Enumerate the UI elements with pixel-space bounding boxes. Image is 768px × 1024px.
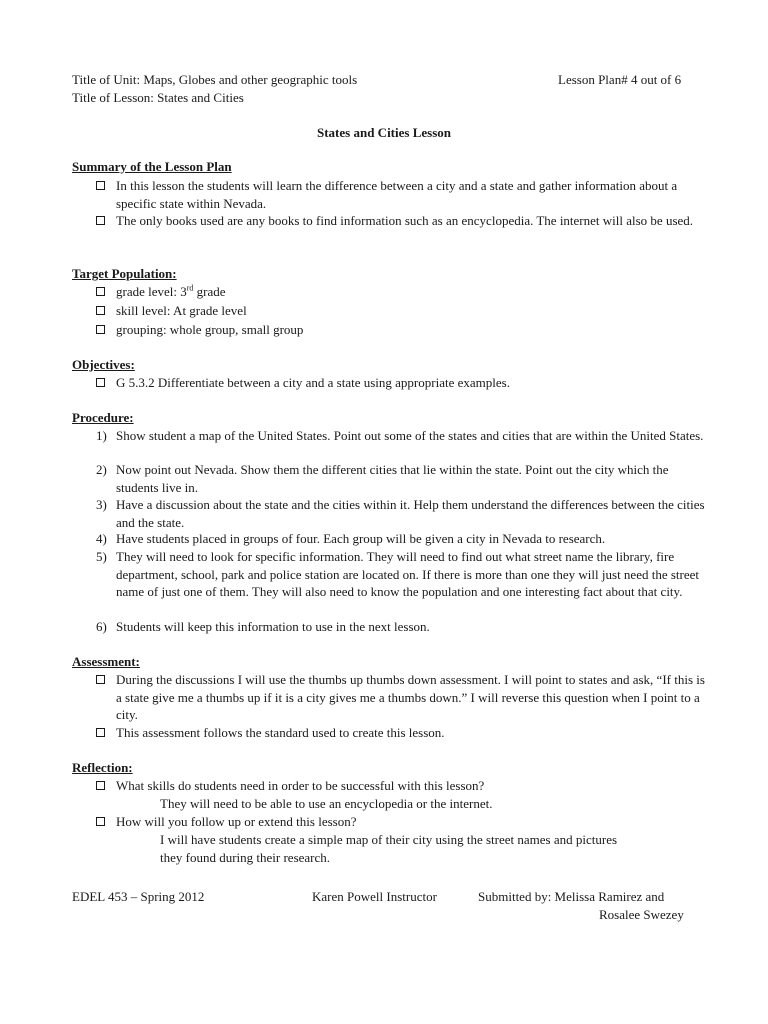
- procedure-step: 6) Students will keep this information to use in the next lesson.: [96, 619, 430, 634]
- reflection-answer: they found during their research.: [160, 850, 331, 865]
- checkbox-icon: [96, 302, 114, 320]
- target-item-grouping: grouping: whole group, small group: [96, 321, 706, 339]
- assessment-item: During the discussions I will use the thumbs up thumbs down assessment. I will point to states and ask, “If this is a state give me a thumbs up if it is a city gives me a thumbs down.” I will reverse this question when I point to a city.: [96, 671, 706, 724]
- summary-item: The only books used are any books to find information such as an encyclopedia. The internet will also be used.: [96, 212, 706, 230]
- document-title: States and Cities Lesson: [317, 125, 451, 140]
- procedure-heading: Procedure:: [72, 410, 134, 425]
- footer-submitted-by: Submitted by: Melissa Ramirez and: [478, 889, 665, 904]
- checkbox-icon: [96, 777, 114, 795]
- objective-item: G 5.3.2 Differentiate between a city and a state using appropriate examples.: [96, 374, 706, 392]
- reflection-heading: Reflection:: [72, 760, 133, 775]
- checkbox-icon: [96, 212, 114, 230]
- summary-heading: Summary of the Lesson Plan: [72, 159, 232, 174]
- target-item-skill: skill level: At grade level: [96, 302, 706, 320]
- procedure-step: 3) Have a discussion about the state and the cities within it. Help them understand the differences between the cities and the state.: [96, 497, 705, 530]
- reflection-question: What skills do students need in order to be successful with this lesson?: [96, 777, 706, 795]
- procedure-step: 5) They will need to look for specific information. They will need to find out what street name the library, fire department, school, park and police station are located on. If there is more than one they will just need the street name of just one of them. They will also need to know the population and one interesting fact about that city.: [96, 549, 700, 599]
- unit-title: Title of Unit: Maps, Globes and other geographic tools: [72, 72, 358, 87]
- assessment-heading: Assessment:: [72, 654, 140, 669]
- procedure-step: 1) Show student a map of the United States. Point out some of the states and cities that are within the United States.: [96, 428, 704, 443]
- target-heading: Target Population:: [72, 266, 177, 281]
- assessment-item: This assessment follows the standard used to create this lesson.: [96, 724, 706, 742]
- lesson-plan-number: Lesson Plan# 4 out of 6: [558, 72, 682, 87]
- checkbox-icon: [96, 374, 114, 392]
- reflection-question: How will you follow up or extend this lesson?: [96, 813, 706, 831]
- procedure-step: 4) Have students placed in groups of four. Each group will be given a city in Nevada to research.: [96, 531, 606, 546]
- checkbox-icon: [96, 177, 114, 195]
- footer-instructor: Karen Powell Instructor: [312, 889, 437, 904]
- summary-item: In this lesson the students will learn the difference between a city and a state and gather information about a specific state within Nevada.: [96, 177, 706, 212]
- checkbox-icon: [96, 813, 114, 831]
- footer-course: EDEL 453 – Spring 2012: [72, 889, 205, 904]
- lesson-title: Title of Lesson: States and Cities: [72, 90, 244, 105]
- reflection-answer: They will need to be able to use an encyclopedia or the internet.: [160, 796, 493, 811]
- footer-submitted-by-continued: Rosalee Swezey: [599, 907, 684, 922]
- checkbox-icon: [96, 321, 114, 339]
- checkbox-icon: [96, 283, 114, 301]
- procedure-step: 2) Now point out Nevada. Show them the different cities that lie within the state. Point out the city which the students live in.: [96, 462, 669, 495]
- target-item-grade: grade level: 3rd grade: [96, 283, 706, 301]
- objectives-heading: Objectives:: [72, 357, 135, 372]
- checkbox-icon: [96, 724, 114, 742]
- reflection-answer: I will have students create a simple map of their city using the street names and pictures: [160, 832, 618, 847]
- checkbox-icon: [96, 671, 114, 689]
